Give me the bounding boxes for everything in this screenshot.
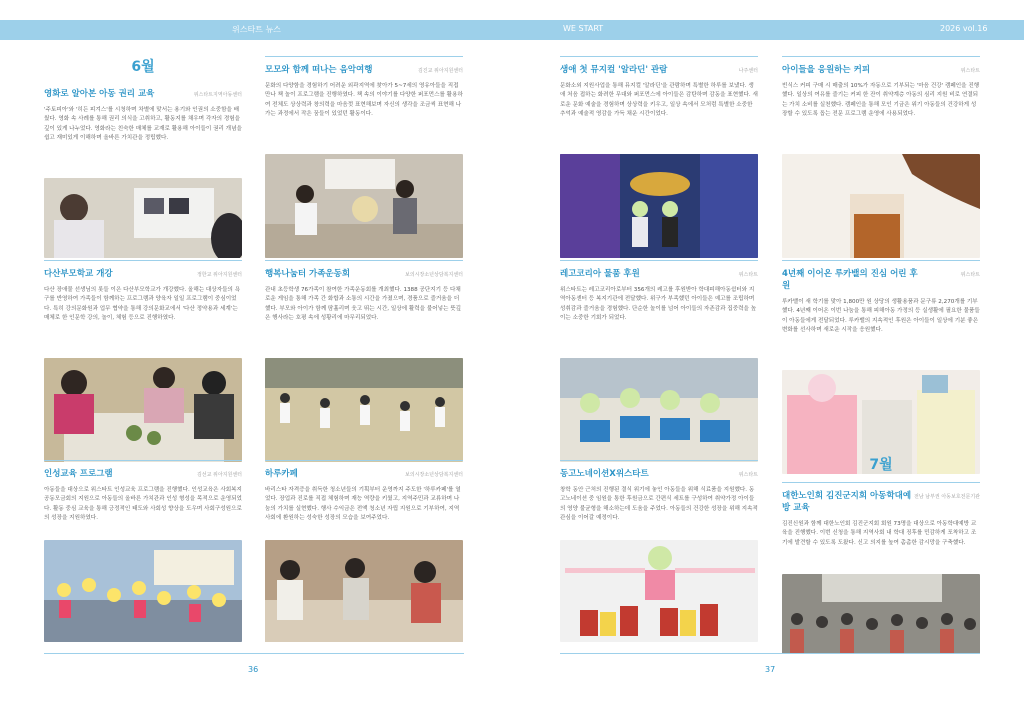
article-title: 아이들을 응원하는 커피: [782, 65, 871, 75]
article: [560, 56, 758, 258]
header-issue: 2026 vol.16: [940, 24, 988, 33]
photo-food-donation: [560, 540, 758, 642]
divider: [560, 460, 758, 461]
header-bar: [0, 20, 1024, 40]
photo-coffee: [782, 154, 980, 258]
bottom-rule: [44, 653, 464, 654]
article: [560, 260, 758, 462]
article: [560, 460, 758, 642]
photo-musical-stage: [560, 154, 758, 258]
article: [265, 460, 463, 642]
article-title: 행복나눔터 가족운동회: [265, 269, 351, 279]
article: [44, 260, 242, 462]
article-source: 위스타트지역아동센터: [193, 92, 242, 98]
article-source: 위스타트: [960, 68, 980, 74]
page-number-right: 37: [765, 665, 776, 674]
photo-lecture-hall: [782, 574, 980, 654]
article-title: 다산부모학교 개강: [44, 269, 113, 279]
article-title: 레고코리아 물품 후원: [560, 269, 640, 279]
header-center-title: WE START: [563, 24, 604, 33]
article-body: '주토피아'와 '히든 피겨스'를 시청하며 차별에 맞서는 용기와 인권의 소중함을 배웠다. 영화 속 사례를 통해 권리 의식을 고취하고, 활동지를 채우며 각자의 경험을 깊이 있게 나누었다. 영화라는 친숙한 매체를 교재로 활용해 아이들이 권리 개념을 쉽고 재미있게 이해하며 올바른 가치관을 정립했다.: [44, 107, 242, 141]
article-title: 인성교육 프로그램: [44, 469, 113, 479]
photo-group-children: [44, 540, 242, 642]
article-body: 아동들을 대상으로 위스타트 인성교육 프로그램을 진행했다. 인성교육은 사회복지공동모금회의 지원으로 아동들의 올바른 가치관과 인성 형성을 목적으로 운영되었다. 활동 중심 교육을 통해 긍정적인 태도와 사회성 향상을 도우며 사회구성원으로의 성장을 지원하였다.: [44, 487, 242, 521]
article: [44, 460, 242, 642]
article: [265, 56, 463, 258]
article: [44, 88, 242, 258]
article-title: 하루카페: [265, 469, 298, 479]
divider: [560, 56, 758, 57]
divider: [782, 260, 980, 261]
divider: [44, 260, 242, 261]
article-body: 문화의 다양함을 경험하기 어려운 외곽지역에 찾아가 5~7세의 영유아들을 직접 만나 책 놀이 프로그램을 진행하였다. 책 속의 이야기를 다양한 퍼포먼스를 활용하여 전체도 상상력과 창의력을 마음껏 표현해보며 자신의 생각을 조금씩 표현해 나가는 과정에서 작은 꿈들이 있었던 활동이다.: [265, 83, 463, 117]
article-body: 창학 동안 근처의 진행된 결식 위기에 놓인 아동들을 위해 식료품을 지원했다. 동고노네이션 중 임원을 통한 후원금으로 간편식 세트를 구성하여 취약가정 아이들의 영양 불균형을 해소하는데 도움을 주었다. 아동들의 건강한 성장을 위해 지속적 관심을 이어갈 예정이다.: [560, 487, 758, 521]
photo-children-worksheet: [44, 178, 242, 258]
article: [782, 260, 980, 474]
article-body: 바리스타 자격증을 취득한 청소년들의 기획부터 운영까지 주도한 '하루카페'를 열었다. 장업과 진로를 직접 체험하며 재능 역량을 키웠고, 지역주민과 교류하며 나눔의 가치를 실현했다. 행사 수익금은 전액 청소년 자립 지원으로 기부하여, 지역사회에 환원하는 성숙한 성장의 모습을 보여주었다.: [265, 487, 461, 521]
article-source: 위스타트: [960, 272, 980, 278]
article: [782, 56, 980, 258]
article-title: 영화로 알아본 아동 권리 교육: [44, 89, 155, 99]
divider: [265, 56, 463, 57]
article-source: 정한교 위아지원센터: [196, 272, 242, 278]
divider: [265, 260, 463, 261]
article-body: 문화소외 지원사업을 통해 뮤지컬 '알라딘'을 관람하며 특별한 하루를 보냈다. 생애 처음 접하는 화려한 무대와 퍼포먼스에 아이들은 감탄하며 감동을 표현했다. 새로운 문화 예술을 경험하며 상상력을 키우고, 일상 속에서 모처럼 특별한 소중한 추억과 예술적 영감을 가득 채운 시간이었다.: [560, 83, 758, 117]
bottom-rule: [560, 653, 980, 654]
month-label-june: 6월: [131, 59, 155, 75]
article-body: 김진신원과 함께 대한노인회 김진군지회 회원 73명을 대상으로 아동학대예방 교육을 진행했다. 이번 신청을 통해 지역사회 내 학대 징후를 민감하게 포착하고 조기에 발견할 수 있도록 도왔다. 신고 의지를 높여 촘촘한 감시망을 구축했다.: [782, 521, 977, 546]
photo-cooking-class: [44, 358, 242, 462]
article-body: 관내 초등학생 76가족이 참여한 가족운동회를 개최했다. 1388 공단지기 등 다채로운 게임을 통해 가족 간 화합과 소통의 시간을 가졌으며, 경품으로 즐거움을 더했다. 부모와 아이가 함께 땀흘리며 웃고 뛰는 시간, 일상에 활력을 불어넣는 뜻깊은 행사라는 호평 속에 성황리에 마무리되었다.: [265, 287, 462, 321]
article-source: 김선교 위아지원센터: [196, 472, 242, 478]
article-title: 생애 첫 뮤지컬 '알라딘' 관람: [560, 65, 668, 75]
photo-music-activity: [265, 154, 463, 258]
article-title: 4년째 이어온 루카밸의 진심 어린 후원: [782, 269, 918, 291]
divider: [265, 460, 463, 461]
page-number-left: 36: [248, 665, 259, 674]
article-title: 동고노네이션X위스타트: [560, 469, 649, 479]
divider: [782, 56, 980, 57]
article-source: 위스타트: [738, 272, 758, 278]
article-source: 보의시장소년상담복지센터: [405, 472, 463, 478]
month-label-july: 7월: [869, 457, 893, 473]
divider: [782, 482, 980, 483]
article-source: 나주센터: [738, 68, 758, 74]
article-body: 다산 장애물 선생님의 롯들 이은 다산부모학교가 개강했다. 올해는 대상자들의 욕구를 반영하여 가족들이 함께하는 프로그램과 양육자 일일 프로그램이 중심이었다. 특히 강의문화원과 업무 협약을 통해 강의문화교에서 '다산 정약용과 세계'는 매체로 한 인문학 강의, 놀이, 체험 등으로 진행하였다.: [44, 287, 241, 321]
photo-lego-donation: [560, 358, 758, 462]
left-page: [0, 40, 512, 710]
photo-sports-day: [265, 358, 463, 462]
article-source: 위스타트: [738, 472, 758, 478]
divider: [44, 460, 242, 461]
article-source: 전남 남부권 아동보호전문기관: [914, 494, 980, 500]
article-body: 루카밸이 새 학기를 맞아 1,800만 원 상당의 생활용품과 문구류 2,270개를 기부했다. 4년째 이어온 이번 나눔을 통해 피해아동 가정의 등 실생활에 필요한 물품들이 아동들에게 전달되었다. 루카밸의 지속적인 후원은 아이들이 일상에 기분 좋은 변화를 선사하며 새로운 시작을 응원했다.: [782, 299, 980, 333]
right-page: [512, 40, 1024, 710]
article-source: 보의시장소년상담복지센터: [405, 272, 463, 278]
divider: [560, 260, 758, 261]
article-body: 빈식스 커피 구매 시 매출의 10%가 자동으로 기부되는 '마음 건강' 캠페인을 진행했다. 일상의 여유를 즐기는 커피 한 잔이 취약계층 아동의 심리 지원 비로 연결되는 가치 소비를 실천했다. 캠페인을 통해 모인 기금은 위기 아동들의 건강하게 성장할 수 있도록 돕는 전문 프로그램 운영에 사용되었다.: [782, 83, 980, 117]
article: [265, 260, 463, 462]
article-source: 김진교 위아지원센터: [417, 68, 463, 74]
article-body: 위스타트는 레고코리아로부터 356개의 레고를 후원받아 학대피해아동쉼터와 지역아동센터 등 복지기관에 전달했다. 위구가 부족했던 아이들은 예고를 조립하며 성취감과 즐거움을 경험했다. 단순한 놀이를 넘어 아이들의 자존감과 집중력을 높이는 소중한 기회가 되었다.: [560, 287, 757, 321]
photo-cafe: [265, 540, 463, 642]
header-left-title: 위스타트 뉴스: [232, 25, 281, 34]
article-title: 대한노인회 김진군지회 아동학대예방 교육: [782, 491, 912, 513]
article: [782, 454, 980, 654]
article-title: 모모와 함께 떠나는 음악여행: [265, 65, 373, 75]
